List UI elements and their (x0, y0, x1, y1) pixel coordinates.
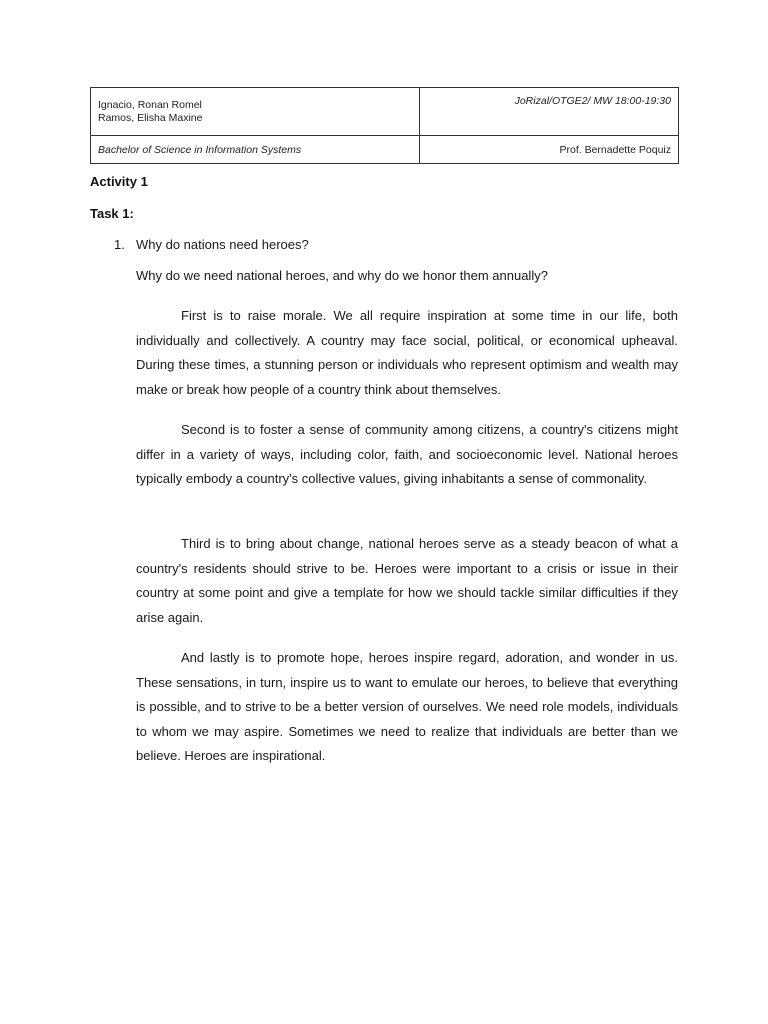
program-cell (91, 136, 420, 164)
question-text: Why do nations need heroes? (136, 237, 309, 252)
authors-cell (91, 88, 420, 136)
header-row-top (91, 88, 679, 136)
question-number: 1. (114, 237, 125, 252)
professor-cell (420, 136, 679, 164)
professor-name: Prof. Bernadette Poquiz (559, 143, 671, 156)
header-row-bottom (91, 136, 679, 164)
task-title: Task 1: (90, 206, 134, 221)
paragraph-3: Third is to bring about change, national heroes serve as a steady beacon of what a country's residents should strive to be. Heroes were important to a crisis or issue in their country at some point and give a template for how we should tackle similar difficulties if they arise again. (136, 536, 678, 625)
paragraph-2: Second is to foster a sense of community among citizens, a country's citizens might differ in a variety of ways, including color, faith, and socioeconomic level. National heroes typically embody a country's collective values, giving inhabitants a sense of commonality. (136, 422, 678, 486)
author-name-2: Ramos, Elisha Maxine (98, 111, 203, 124)
program-name: Bachelor of Science in Information Systems (98, 143, 302, 156)
course-code: JoRizal/OTGE2/ MW 18:00-19:30 (514, 95, 671, 107)
activity-title: Activity 1 (90, 174, 148, 189)
question-item (114, 237, 309, 252)
paragraph-4: And lastly is to promote hope, heroes inspire regard, adoration, and wonder in us. These sensations, in turn, inspire us to want to emulate our heroes, to believe that everything is possible, and to strive to be a better version of ourselves. We need role models, individuals to whom we may aspire. Sometimes we need to realize that individuals are better than we believe. Heroes are inspirational. (136, 650, 678, 763)
header-table (90, 87, 679, 164)
author-name-1: Ignacio, Ronan Romel (98, 98, 202, 111)
paragraph-1: First is to raise morale. We all require inspiration at some time in our life, both individually and collectively. A country may face social, political, or economical upheaval. During these times, a stunning person or individuals who represent optimism and wealth may make or break how people of a country think about themselves. (136, 308, 678, 397)
course-code-cell (420, 88, 679, 136)
sub-question: Why do we need national heroes, and why do we honor them annually? (136, 268, 548, 283)
